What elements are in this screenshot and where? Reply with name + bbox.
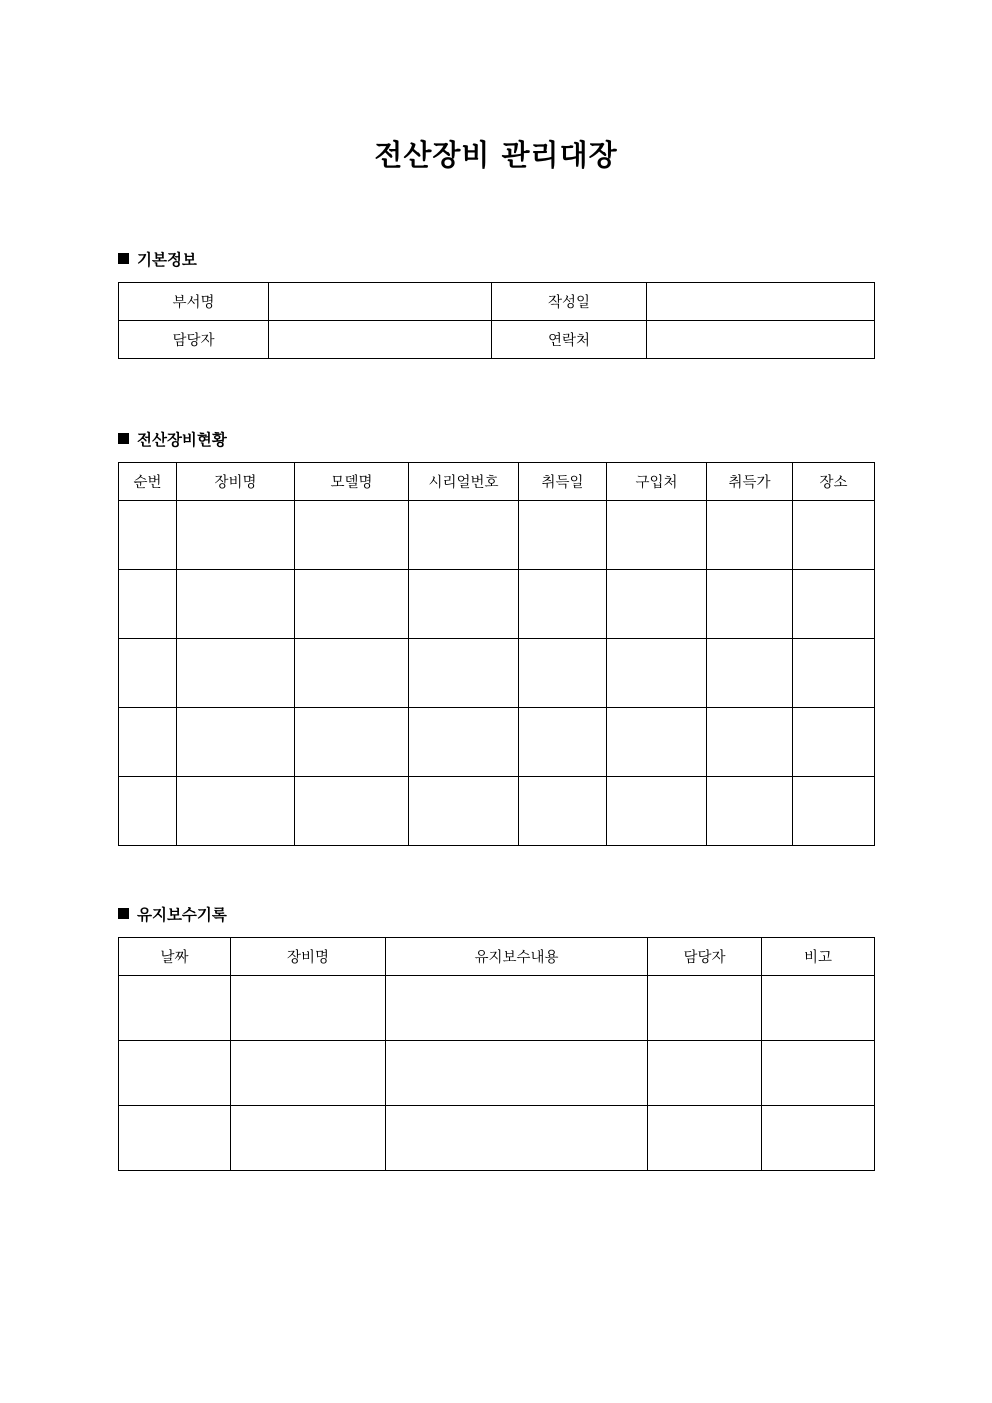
field-department[interactable] <box>269 283 492 321</box>
table-header-row <box>119 463 875 501</box>
column-header-maintenance-detail: 유지보수내용 <box>386 938 648 976</box>
cell-no[interactable] <box>119 708 177 777</box>
table-row <box>119 1041 875 1106</box>
cell-serial-number[interactable] <box>409 501 519 570</box>
table-row <box>119 777 875 846</box>
column-header-acquisition-date: 취득일 <box>519 463 607 501</box>
table-row <box>119 321 875 359</box>
black-square-bullet-icon <box>118 433 129 444</box>
cell-equipment-name[interactable] <box>177 639 295 708</box>
cell-acquisition-date[interactable] <box>519 570 607 639</box>
cell-acquisition-price[interactable] <box>707 570 793 639</box>
basic-info-table <box>118 282 875 359</box>
cell-serial-number[interactable] <box>409 708 519 777</box>
cell-remarks[interactable] <box>762 1041 875 1106</box>
column-header-remarks: 비고 <box>762 938 875 976</box>
cell-acquisition-date[interactable] <box>519 501 607 570</box>
cell-date[interactable] <box>119 976 231 1041</box>
section-heading-basic-info <box>118 248 874 270</box>
cell-date[interactable] <box>119 1041 231 1106</box>
label-created-date: 작성일 <box>492 283 647 321</box>
field-contact[interactable] <box>647 321 875 359</box>
cell-acquisition-price[interactable] <box>707 777 793 846</box>
table-row <box>119 501 875 570</box>
cell-acquisition-price[interactable] <box>707 639 793 708</box>
cell-acquisition-price[interactable] <box>707 708 793 777</box>
label-person-in-charge: 담당자 <box>119 321 269 359</box>
cell-acquisition-date[interactable] <box>519 639 607 708</box>
cell-maintenance-detail[interactable] <box>386 976 648 1041</box>
maintenance-table <box>118 937 875 1171</box>
cell-model-name[interactable] <box>295 777 409 846</box>
cell-vendor[interactable] <box>607 777 707 846</box>
column-header-no: 순번 <box>119 463 177 501</box>
section-basic-info <box>118 248 874 359</box>
cell-maintenance-detail[interactable] <box>386 1106 648 1171</box>
section-heading-maintenance-records <box>118 903 874 925</box>
cell-person-in-charge[interactable] <box>648 976 762 1041</box>
cell-maintenance-detail[interactable] <box>386 1041 648 1106</box>
column-header-serial-number: 시리얼번호 <box>409 463 519 501</box>
cell-equipment-name[interactable] <box>177 777 295 846</box>
section-equipment-status <box>118 428 874 846</box>
cell-model-name[interactable] <box>295 570 409 639</box>
cell-model-name[interactable] <box>295 639 409 708</box>
cell-remarks[interactable] <box>762 976 875 1041</box>
cell-person-in-charge[interactable] <box>648 1041 762 1106</box>
cell-acquisition-date[interactable] <box>519 777 607 846</box>
cell-remarks[interactable] <box>762 1106 875 1171</box>
column-header-location: 장소 <box>793 463 875 501</box>
cell-no[interactable] <box>119 570 177 639</box>
section-heading-equipment-status <box>118 428 874 450</box>
table-row <box>119 1106 875 1171</box>
cell-location[interactable] <box>793 501 875 570</box>
column-header-acquisition-price: 취득가 <box>707 463 793 501</box>
cell-equipment-name[interactable] <box>177 708 295 777</box>
column-header-model-name: 모델명 <box>295 463 409 501</box>
column-header-person-in-charge: 담당자 <box>648 938 762 976</box>
cell-location[interactable] <box>793 777 875 846</box>
table-row <box>119 639 875 708</box>
cell-equipment-name[interactable] <box>177 501 295 570</box>
table-header-row <box>119 938 875 976</box>
cell-vendor[interactable] <box>607 639 707 708</box>
section-maintenance-records <box>118 903 874 1171</box>
cell-vendor[interactable] <box>607 708 707 777</box>
cell-equipment-name[interactable] <box>177 570 295 639</box>
section-heading-label: 전산장비현황 <box>137 431 227 449</box>
cell-equipment-name[interactable] <box>231 1106 386 1171</box>
section-heading-label: 기본정보 <box>137 251 197 269</box>
field-created-date[interactable] <box>647 283 875 321</box>
cell-model-name[interactable] <box>295 708 409 777</box>
black-square-bullet-icon <box>118 908 129 919</box>
cell-acquisition-date[interactable] <box>519 708 607 777</box>
cell-no[interactable] <box>119 501 177 570</box>
cell-equipment-name[interactable] <box>231 976 386 1041</box>
cell-equipment-name[interactable] <box>231 1041 386 1106</box>
cell-serial-number[interactable] <box>409 639 519 708</box>
cell-serial-number[interactable] <box>409 570 519 639</box>
cell-location[interactable] <box>793 570 875 639</box>
label-contact: 연락처 <box>492 321 647 359</box>
cell-vendor[interactable] <box>607 570 707 639</box>
column-header-date: 날짜 <box>119 938 231 976</box>
cell-no[interactable] <box>119 639 177 708</box>
table-row <box>119 708 875 777</box>
field-person-in-charge[interactable] <box>269 321 492 359</box>
cell-person-in-charge[interactable] <box>648 1106 762 1171</box>
cell-model-name[interactable] <box>295 501 409 570</box>
page-title: 전산장비 관리대장 <box>374 138 618 172</box>
table-row <box>119 570 875 639</box>
table-row <box>119 976 875 1041</box>
cell-serial-number[interactable] <box>409 777 519 846</box>
table-row <box>119 283 875 321</box>
column-header-equipment-name: 장비명 <box>177 463 295 501</box>
cell-no[interactable] <box>119 777 177 846</box>
column-header-equipment-name: 장비명 <box>231 938 386 976</box>
equipment-table <box>118 462 875 846</box>
label-department: 부서명 <box>119 283 269 321</box>
cell-date[interactable] <box>119 1106 231 1171</box>
cell-location[interactable] <box>793 708 875 777</box>
cell-acquisition-price[interactable] <box>707 501 793 570</box>
black-square-bullet-icon <box>118 253 129 264</box>
cell-location[interactable] <box>793 639 875 708</box>
section-heading-label: 유지보수기록 <box>137 906 227 924</box>
column-header-vendor: 구입처 <box>607 463 707 501</box>
cell-vendor[interactable] <box>607 501 707 570</box>
